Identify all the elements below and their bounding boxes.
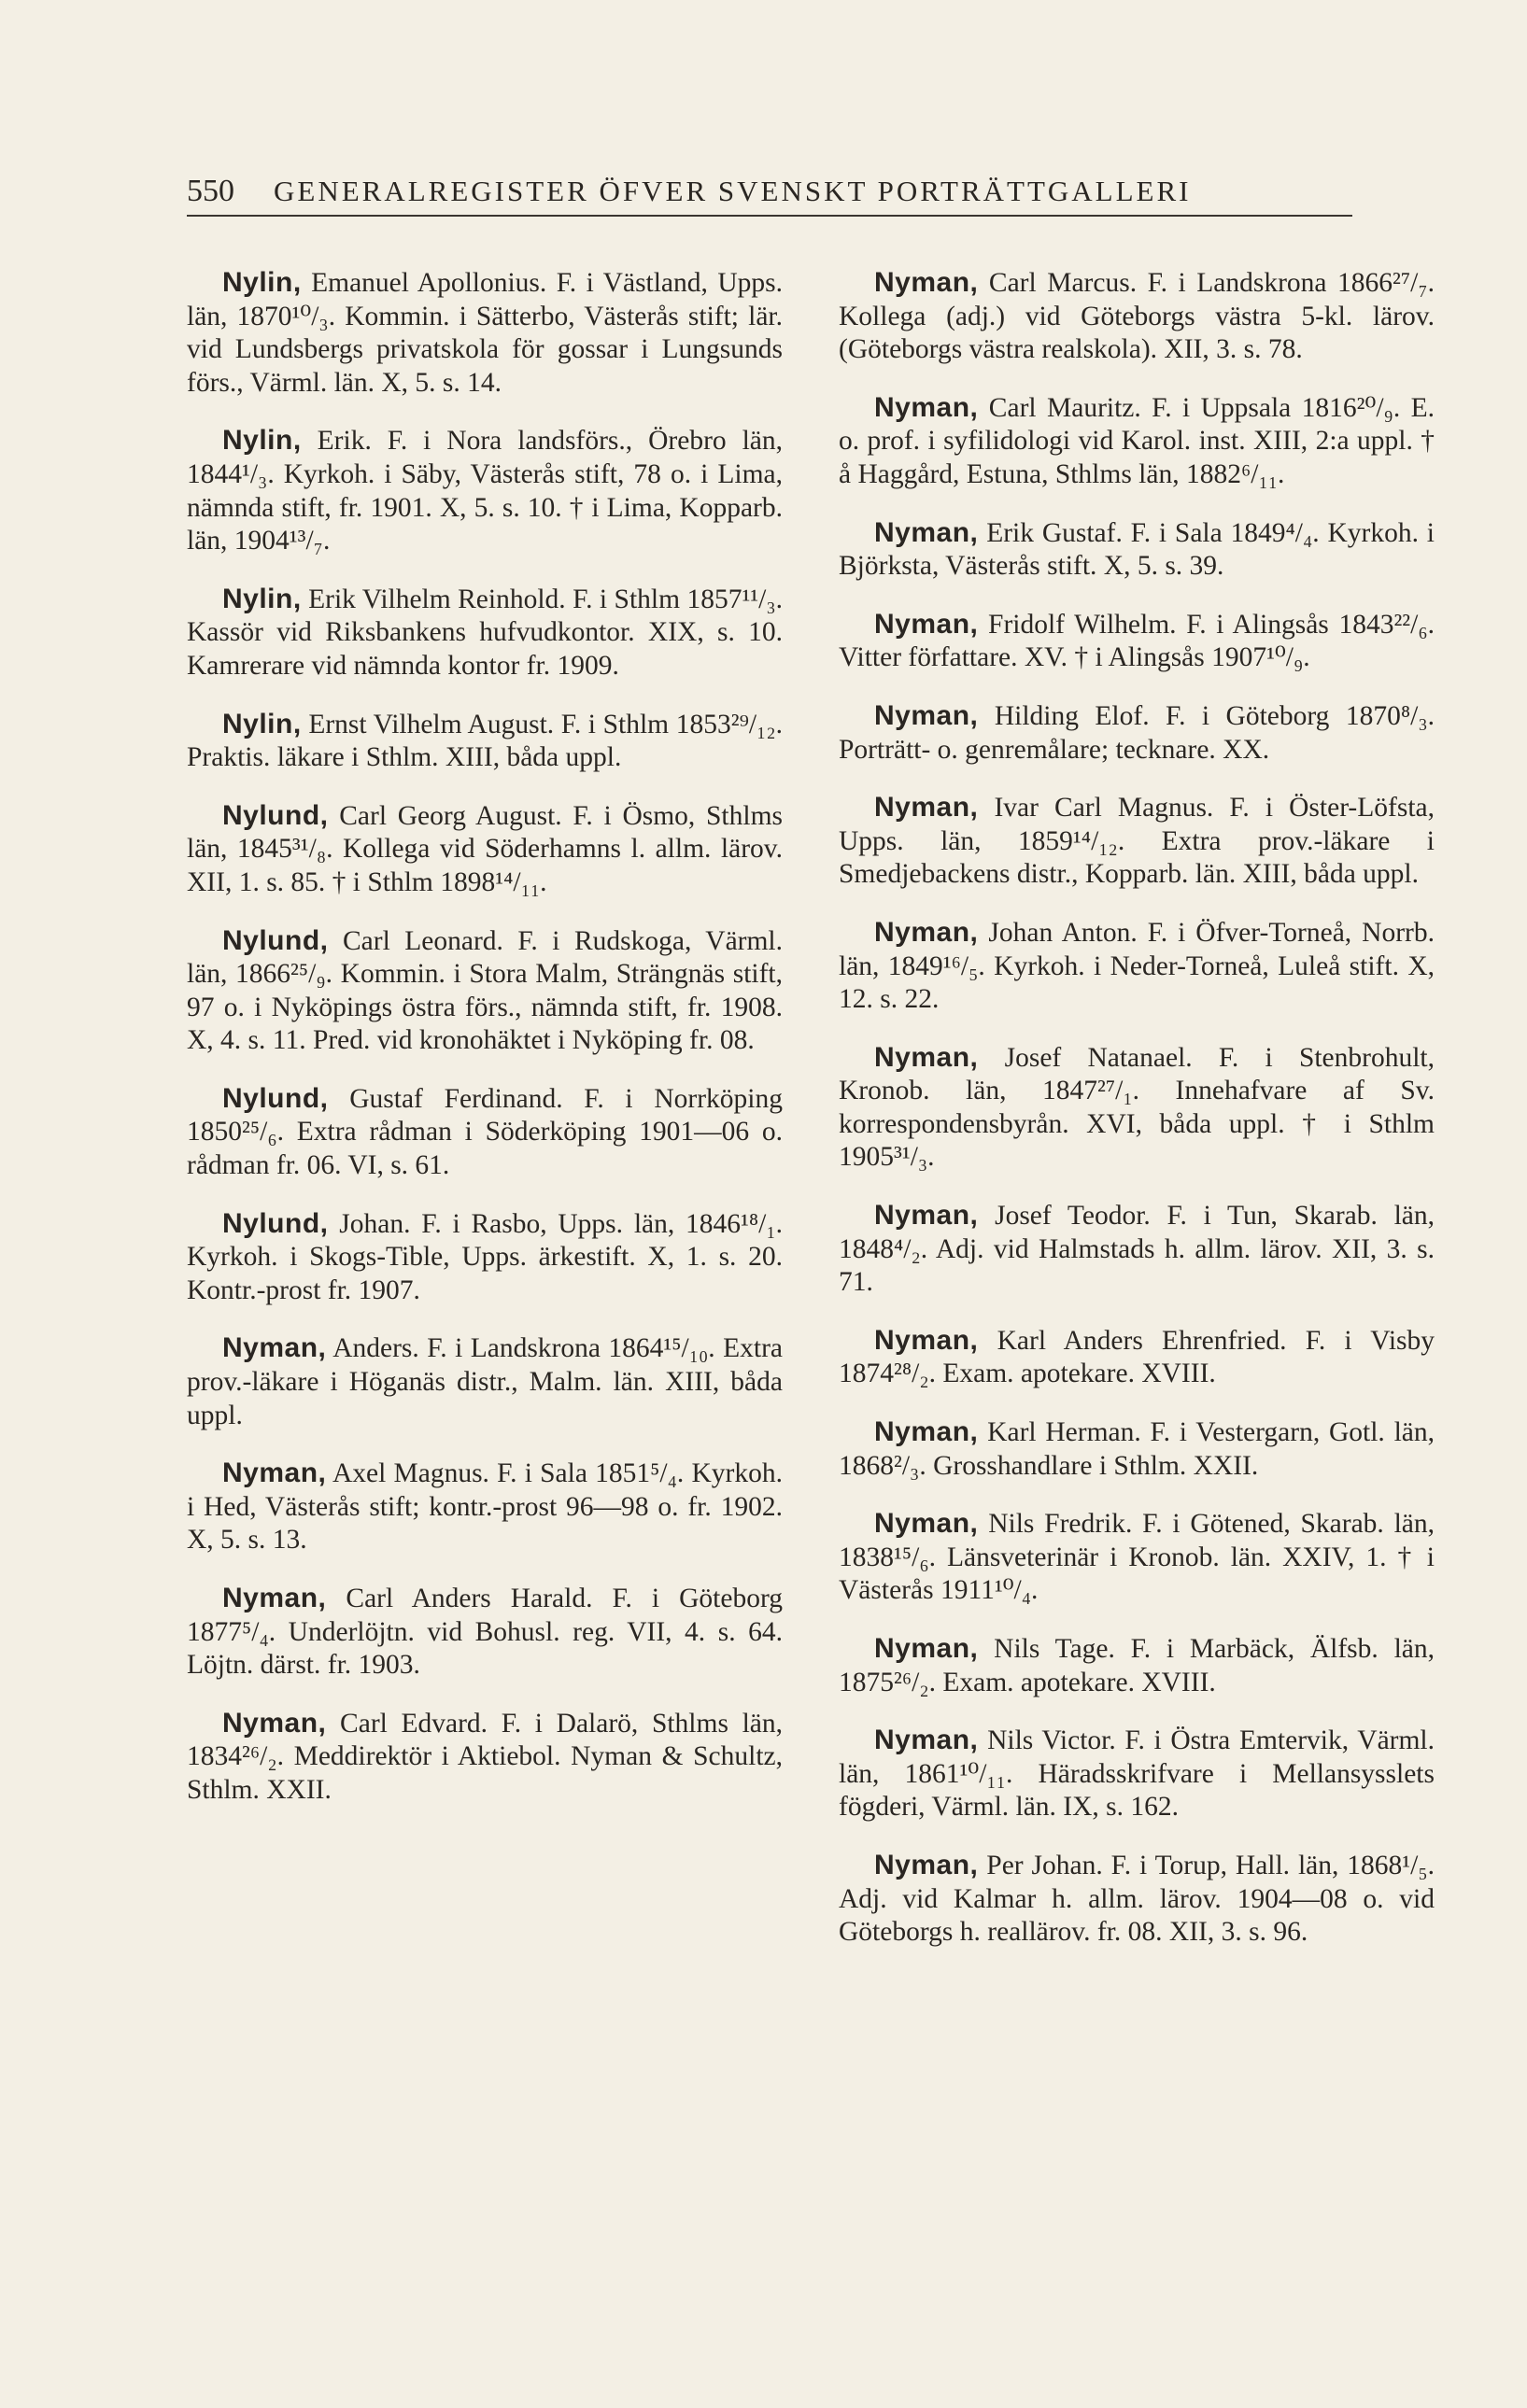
register-entry	[187, 424, 783, 557]
register-entry	[187, 1331, 783, 1432]
entry-surname: Nylin,	[222, 708, 302, 739]
register-entry	[839, 1507, 1435, 1608]
entry-surname: Nyman,	[874, 1725, 979, 1756]
entry-text: Carl Edvard. F. i Dalarö, Sthlms län, 1834²⁶/₂. Meddirektör i Aktiebol. Nyman & Schultz, Sthlm. XXII.	[187, 1708, 784, 1805]
entry-surname: Nyman,	[874, 1041, 979, 1073]
entry-surname: Nyman,	[874, 699, 979, 731]
register-entry	[839, 1041, 1435, 1175]
running-title: GENERALREGISTER ÖFVER SVENSKT PORTRÄTTGALLERI	[274, 175, 1192, 207]
register-entry	[187, 1082, 783, 1183]
entry-surname: Nylin,	[222, 425, 302, 457]
entry-surname: Nyman,	[874, 267, 979, 298]
right-column	[839, 266, 1435, 1974]
entry-surname: Nyman,	[222, 1707, 327, 1739]
entry-surname: Nylin,	[222, 267, 302, 298]
register-entry	[187, 1457, 783, 1557]
register-entry	[187, 1582, 783, 1683]
running-header	[187, 174, 1352, 217]
entry-surname: Nylin,	[222, 583, 302, 614]
left-column	[187, 266, 783, 1832]
entry-surname: Nylund,	[222, 1082, 329, 1114]
register-entry	[187, 924, 783, 1058]
entry-text: Emanuel Apollonius. F. i Västland, Upps. län, 1870¹⁰/₃. Kommin. i Sätterbo, Västerås stift; lär. vid Lundsbergs privatskola för gossar i Lungsunds förs., Värml. län. X, 5. s. 14.	[187, 268, 783, 398]
register-entry	[187, 266, 783, 400]
register-entry	[839, 1849, 1435, 1950]
entry-text: Erik. F. i Nora landsförs., Örebro län, 1844¹/₃. Kyrkoh. i Säby, Västerås stift, 78 o. i Lima, nämnda stift, fr. 1901. X, 5. s. 10. † i Lima, Kopparb. län, 1904¹³/₇.	[187, 426, 784, 556]
register-entry	[187, 708, 783, 775]
entry-surname: Nyman,	[874, 391, 979, 423]
entry-text: Anders. F. i Landskrona 1864¹⁵/₁₀. Extra prov.-läkare i Höganäs distr., Malm. län. XIII, båda uppl.	[187, 1333, 783, 1430]
entry-surname: Nyman,	[874, 1508, 979, 1540]
register-entry	[187, 1207, 783, 1308]
entry-surname: Nyman,	[874, 608, 979, 640]
register-entry	[839, 516, 1435, 584]
entry-surname: Nylund,	[222, 924, 329, 956]
entry-text: Johan. F. i Rasbo, Upps. län, 1846¹⁸/₁. Kyrkoh. i Skogs-Tible, Upps. ärkestift. X, 1. s. 20. Kontr.-prost fr. 1907.	[187, 1208, 784, 1305]
entry-text: Ivar Carl Magnus. F. i Öster-Löfsta, Upps. län, 1859¹⁴/₁₂. Extra prov.-läkare i Smedjebackens distr., Kopparb. län. XIII, båda uppl.	[839, 793, 1435, 890]
register-entry	[187, 1707, 783, 1808]
entry-surname: Nyman,	[874, 916, 979, 948]
entry-text: Ernst Vilhelm August. F. i Sthlm 1853²⁹/₁₂. Praktis. läkare i Sthlm. XIII, båda uppl.	[187, 709, 783, 773]
register-entry	[187, 583, 783, 683]
entry-text: Carl Leonard. F. i Rudskoga, Värml. län, 1866²⁵/₉. Kommin. i Stora Malm, Strängnäs stift, 97 o. i Nyköpings östra förs., nämnda stift, fr. 1908. X, 4. s. 11. Pred. vid kronohäktet i Nyköping fr. 08.	[187, 925, 784, 1056]
register-entry	[839, 1724, 1435, 1824]
entry-text: Axel Magnus. F. i Sala 1851⁵/₄. Kyrkoh. i Hed, Västerås stift; kontr.-prost 96—98 o. fr. 1902. X, 5. s. 13.	[187, 1458, 783, 1556]
entry-text: Karl Anders Ehrenfried. F. i Visby 1874²⁸/₂. Exam. apotekare. XVIII.	[839, 1325, 1435, 1389]
register-entry	[839, 391, 1435, 492]
entry-text: Josef Natanael. F. i Stenbrohult, Kronob. län, 1847²⁷/₁. Innehafvare af Sv. korrespondensbyrån. XVI, båda uppl. † i Sthlm 1905³¹/₃.	[839, 1042, 1435, 1173]
entry-text: Johan Anton. F. i Öfver-Torneå, Norrb. län, 1849¹⁶/₅. Kyrkoh. i Neder-Torneå, Luleå stift. X, 12. s. 22.	[839, 917, 1435, 1015]
entry-surname: Nyman,	[874, 792, 979, 824]
entry-text: Nils Victor. F. i Östra Emtervik, Värml. län, 1861¹⁰/₁₁. Häradsskrifvare i Mellansysslets fögderi, Värml. län. IX, s. 162.	[839, 1725, 1435, 1823]
register-entry	[839, 791, 1435, 892]
entry-text: Erik Gustaf. F. i Sala 1849⁴/₄. Kyrkoh. i Björksta, Västerås stift. X, 5. s. 39.	[839, 517, 1435, 582]
entry-surname: Nyman,	[222, 1332, 327, 1364]
entry-text: Carl Georg August. F. i Ösmo, Sthlms län, 1845³¹/₈. Kollega vid Söderhamns l. allm. lärov. XII, 1. s. 85. † i Sthlm 1898¹⁴/₁₁.	[187, 800, 784, 897]
entry-surname: Nyman,	[222, 1583, 327, 1613]
register-entry	[839, 1199, 1435, 1300]
register-entry	[839, 1324, 1435, 1391]
entry-surname: Nyman,	[874, 1200, 979, 1232]
register-entry	[839, 608, 1435, 675]
entry-surname: Nylund,	[222, 799, 329, 831]
entry-text: Hilding Elof. F. i Göteborg 1870⁸/₃. Porträtt- o. genremålare; tecknare. XX.	[839, 700, 1435, 765]
entry-text: Fridolf Wilhelm. F. i Alingsås 1843²²/₆. Vitter författare. XV. † i Alingsås 1907¹⁰/₉.	[839, 609, 1435, 673]
entry-surname: Nyman,	[874, 1324, 979, 1356]
entry-surname: Nyman,	[874, 1416, 979, 1448]
entry-text: Josef Teodor. F. i Tun, Skarab. län, 1848⁴/₂. Adj. vid Halmstads h. allm. lärov. XII, 3. s. 71.	[839, 1201, 1435, 1298]
page-number: 550	[187, 174, 234, 208]
entry-text: Nils Tage. F. i Marbäck, Älfsb. län, 1875²⁶/₂. Exam. apotekare. XVIII.	[839, 1634, 1435, 1697]
entry-text: Erik Vilhelm Reinhold. F. i Sthlm 1857¹¹/₃. Kassör vid Riksbankens hufvudkontor. XIX, s. 10. Kamrerare vid nämnda kontor fr. 1909.	[187, 584, 783, 681]
register-entry	[839, 1632, 1435, 1699]
entry-surname: Nyman,	[874, 1633, 979, 1664]
entry-text: Carl Mauritz. F. i Uppsala 1816²⁰/₉. E. o. prof. i syfilidologi vid Karol. inst. XIII, 2:a uppl. † å Haggård, Estuna, Sthlms län, 1882⁶/₁₁.	[839, 392, 1435, 489]
register-entry	[839, 699, 1435, 767]
register-entry	[839, 266, 1435, 367]
entry-text: Carl Anders Harald. F. i Göteborg 1877⁵/₄. Underlöjtn. vid Bohusl. reg. VII, 4. s. 64. Löjtn. därst. fr. 1903.	[187, 1584, 784, 1681]
register-entry	[839, 916, 1435, 1017]
entry-surname: Nyman,	[222, 1457, 327, 1489]
entry-text: Carl Marcus. F. i Landskrona 1866²⁷/₇. Kollega (adj.) vid Göteborgs västra 5-kl. lärov. (Göteborgs västra realskola). XII, 3. s. 78.	[839, 268, 1435, 365]
entry-text: Nils Fredrik. F. i Götened, Skarab. län, 1838¹⁵/₆. Länsveterinär i Kronob. län. XXIV, 1. † i Västerås 1911¹⁰/₄.	[839, 1509, 1435, 1606]
entry-surname: Nyman,	[874, 1849, 979, 1880]
entry-surname: Nylund,	[222, 1207, 329, 1239]
entry-surname: Nyman,	[874, 516, 979, 548]
entry-text: Gustaf Ferdinand. F. i Norrköping 1850²⁵/₆. Extra rådman i Söderköping 1901—06 o. rådman fr. 06. VI, s. 61.	[187, 1083, 783, 1181]
entry-text: Karl Herman. F. i Vestergarn, Gotl. län, 1868²/₃. Grosshandlare i Sthlm. XXII.	[839, 1417, 1435, 1481]
entry-text: Per Johan. F. i Torup, Hall. län, 1868¹/₅. Adj. vid Kalmar h. allm. lärov. 1904—08 o. vid Göteborgs h. reallärov. fr. 08. XII, 3. s. 96.	[839, 1850, 1435, 1948]
register-entry	[839, 1415, 1435, 1483]
register-entry	[187, 799, 783, 900]
